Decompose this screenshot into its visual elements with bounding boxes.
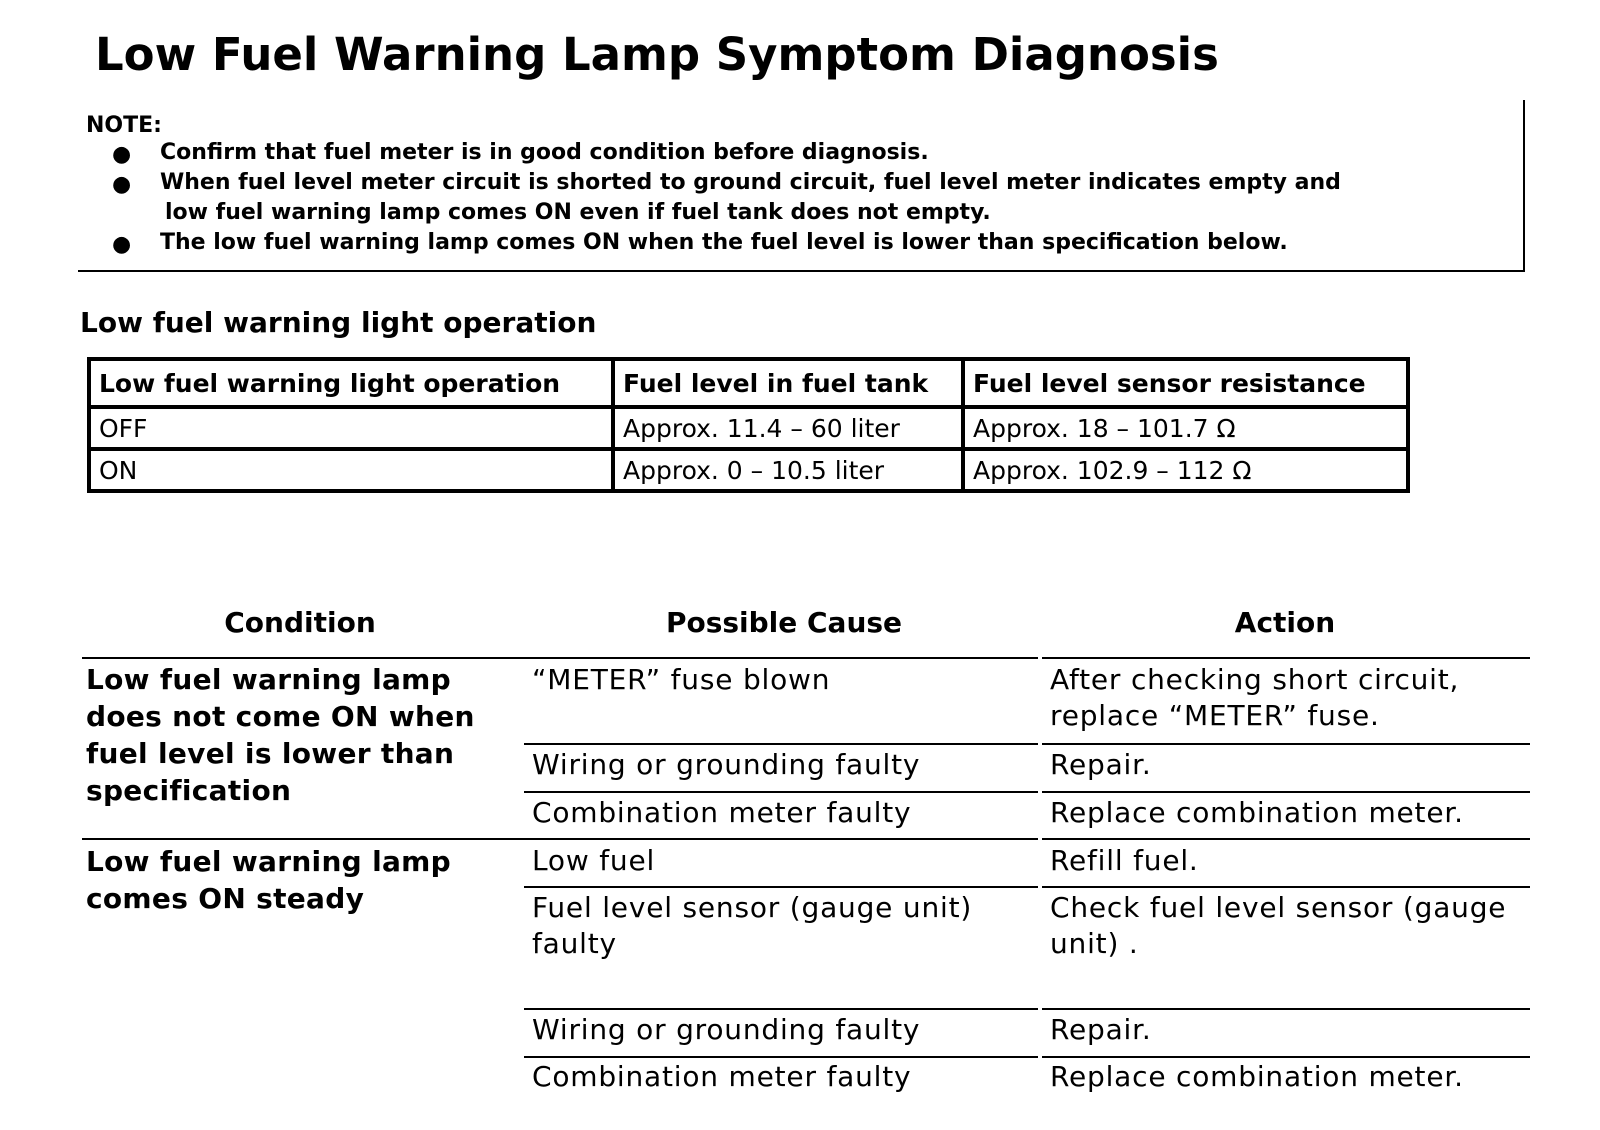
cause-cell: Combination meter faulty	[532, 1060, 912, 1093]
divider	[524, 657, 1038, 659]
divider	[1042, 1008, 1530, 1010]
table-row	[89, 407, 1408, 449]
divider	[1042, 657, 1530, 659]
note-item: The low fuel warning lamp comes ON when the fuel level is lower than specification below.	[160, 230, 1288, 255]
table-cell: ON	[89, 449, 613, 491]
note-box	[78, 100, 1525, 272]
divider	[1042, 791, 1530, 793]
note-bullet: ●	[112, 142, 132, 167]
action-cell: Check fuel level sensor (gauge unit) .	[1050, 891, 1507, 960]
note-bullet: ●	[112, 232, 132, 257]
column-header: Low fuel warning light operation	[89, 359, 613, 407]
table-header-row	[89, 359, 1408, 407]
note-item: When fuel level meter circuit is shorted to ground circuit, fuel level meter indicates empty and	[160, 170, 1341, 195]
column-header: Fuel level sensor resistance	[963, 359, 1408, 407]
divider	[524, 1008, 1038, 1010]
cause-cell: Fuel level sensor (gauge unit) faulty	[532, 891, 973, 960]
action-cell: Replace combination meter.	[1050, 796, 1464, 829]
divider	[524, 838, 1038, 840]
divider	[524, 743, 1038, 745]
action-cell: After checking short circuit, replace “METER” fuse.	[1050, 663, 1460, 732]
table-cell: Approx. 18 – 101.7 Ω	[963, 407, 1408, 449]
divider	[1042, 886, 1530, 888]
action-cell: Repair.	[1050, 1013, 1152, 1046]
divider	[524, 1056, 1038, 1058]
note-item-continued: low fuel warning lamp comes ON even if fuel tank does not empty.	[165, 200, 991, 225]
divider	[1042, 743, 1530, 745]
operation-table	[87, 357, 1410, 493]
cause-cell: Wiring or grounding faulty	[532, 1013, 921, 1046]
condition-cell: Low fuel warning lamp comes ON steady	[86, 845, 451, 915]
action-header: Action	[1234, 606, 1336, 639]
divider	[82, 838, 524, 840]
action-cell: Refill fuel.	[1050, 844, 1199, 877]
note-label: NOTE:	[86, 113, 162, 138]
note-bullet: ●	[112, 172, 132, 197]
cause-cell: Low fuel	[532, 844, 656, 877]
action-cell: Replace combination meter.	[1050, 1060, 1464, 1093]
possible-cause-header: Possible Cause	[665, 606, 903, 639]
divider	[82, 657, 524, 659]
action-cell: Repair.	[1050, 748, 1152, 781]
cause-cell: “METER” fuse blown	[532, 663, 831, 696]
page-title: Low Fuel Warning Lamp Symptom Diagnosis	[95, 28, 1219, 81]
column-header: Fuel level in fuel tank	[613, 359, 963, 407]
operation-heading: Low fuel warning light operation	[80, 306, 597, 339]
note-item: Confirm that fuel meter is in good condition before diagnosis.	[160, 140, 929, 165]
table-cell: Approx. 102.9 – 112 Ω	[963, 449, 1408, 491]
divider	[524, 886, 1038, 888]
table-cell: OFF	[89, 407, 613, 449]
table-row	[89, 449, 1408, 491]
cause-cell: Wiring or grounding faulty	[532, 748, 921, 781]
divider	[1042, 838, 1530, 840]
condition-header: Condition	[224, 606, 376, 639]
condition-cell: Low fuel warning lamp does not come ON when fuel level is lower than specification	[86, 663, 475, 807]
cause-cell: Combination meter faulty	[532, 796, 912, 829]
divider	[1042, 1056, 1530, 1058]
divider	[524, 791, 1038, 793]
table-cell: Approx. 0 – 10.5 liter	[613, 449, 963, 491]
table-cell: Approx. 11.4 – 60 liter	[613, 407, 963, 449]
